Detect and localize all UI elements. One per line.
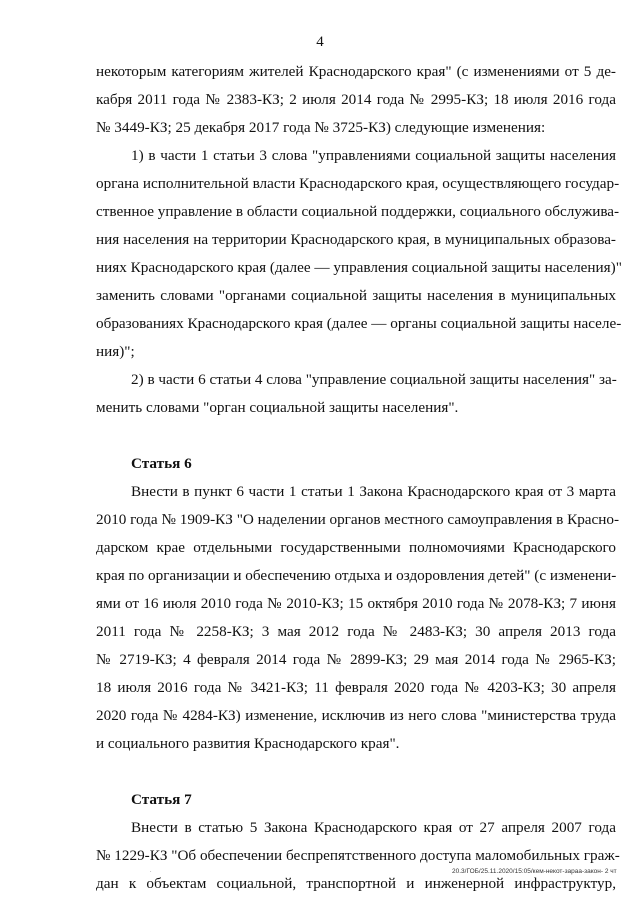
text-line: органа исполнительной власти Краснодарского края, осуществляющего государ-	[96, 175, 620, 192]
text-line: 2010 года № 1909-КЗ "О наделении органов местного самоуправления в Красно-	[96, 511, 620, 528]
text-line: № 1229-КЗ "Об обеспечении беспрепятственного доступа маломобильных граж-	[96, 847, 620, 864]
text-line: № 2719-КЗ; 4 февраля 2014 года № 2899-КЗ; 29 мая 2014 года № 2965-КЗ;	[96, 651, 616, 668]
text-line: ями от 16 июля 2010 года № 2010-КЗ; 15 октября 2010 года № 2078-КЗ; 7 июня	[96, 595, 616, 612]
text-line: некоторым категориям жителей Краснодарского края" (с изменениями от 5 де-	[96, 63, 616, 80]
footer-stamp: 20.3/ГОБ/25.11.2020/15:05/кем-некот-зараа-закон- 2 чт	[452, 868, 617, 875]
text-line: ния населения на территории Краснодарского края, в муниципальных образова-	[96, 231, 616, 248]
footer-mark: .	[150, 868, 152, 874]
text-line: кабря 2011 года № 2383-КЗ; 2 июля 2014 года № 2995-КЗ; 18 июля 2016 года	[96, 91, 616, 108]
text-line: 1) в части 1 статьи 3 слова "управлениями социальной защиты населения	[131, 147, 616, 164]
text-line: дарском крае отдельными государственными полномочиями Краснодарского	[96, 539, 616, 556]
text-line: 2011 года № 2258-КЗ; 3 мая 2012 года № 2483-КЗ; 30 апреля 2013 года	[96, 623, 616, 640]
page-number: 4	[316, 34, 324, 50]
text-line: образованиях Краснодарского края (далее — органы социальной защиты населе-	[96, 315, 622, 332]
article-heading: Статья 7	[131, 791, 192, 808]
article-heading: Статья 6	[131, 455, 192, 472]
text-line: и социального развития Краснодарского края".	[96, 735, 400, 752]
text-line: заменить словами "органами социальной защиты населения в муниципальных	[96, 287, 616, 304]
text-line: 2020 года № 4284-КЗ) изменение, исключив из него слова "министерства труда	[96, 707, 616, 724]
text-line: ственное управление в области социальной поддержки, социального обслужива-	[96, 203, 620, 220]
text-line: ниях Краснодарского края (далее — управления социальной защиты населения)"	[96, 259, 622, 276]
text-line: 2) в части 6 статьи 4 слова "управление социальной защиты населения" за-	[131, 371, 617, 388]
text-line: Внести в статью 5 Закона Краснодарского края от 27 апреля 2007 года	[131, 819, 616, 836]
text-line: менить словами "орган социальной защиты населения".	[96, 399, 459, 416]
text-line: ния)";	[96, 343, 135, 360]
text-line: 18 июля 2016 года № 3421-КЗ; 11 февраля 2020 года № 4203-КЗ; 30 апреля	[96, 679, 616, 696]
text-line: дан к объектам социальной, транспортной и инженерной инфраструктур,	[96, 875, 616, 892]
text-line: Внести в пункт 6 части 1 статьи 1 Закона Краснодарского края от 3 марта	[131, 483, 616, 500]
text-line: края по организации и обеспечению отдыха и оздоровления детей" (с изменени-	[96, 567, 617, 584]
text-line: № 3449-КЗ; 25 декабря 2017 года № 3725-КЗ) следующие изменения:	[96, 119, 546, 136]
